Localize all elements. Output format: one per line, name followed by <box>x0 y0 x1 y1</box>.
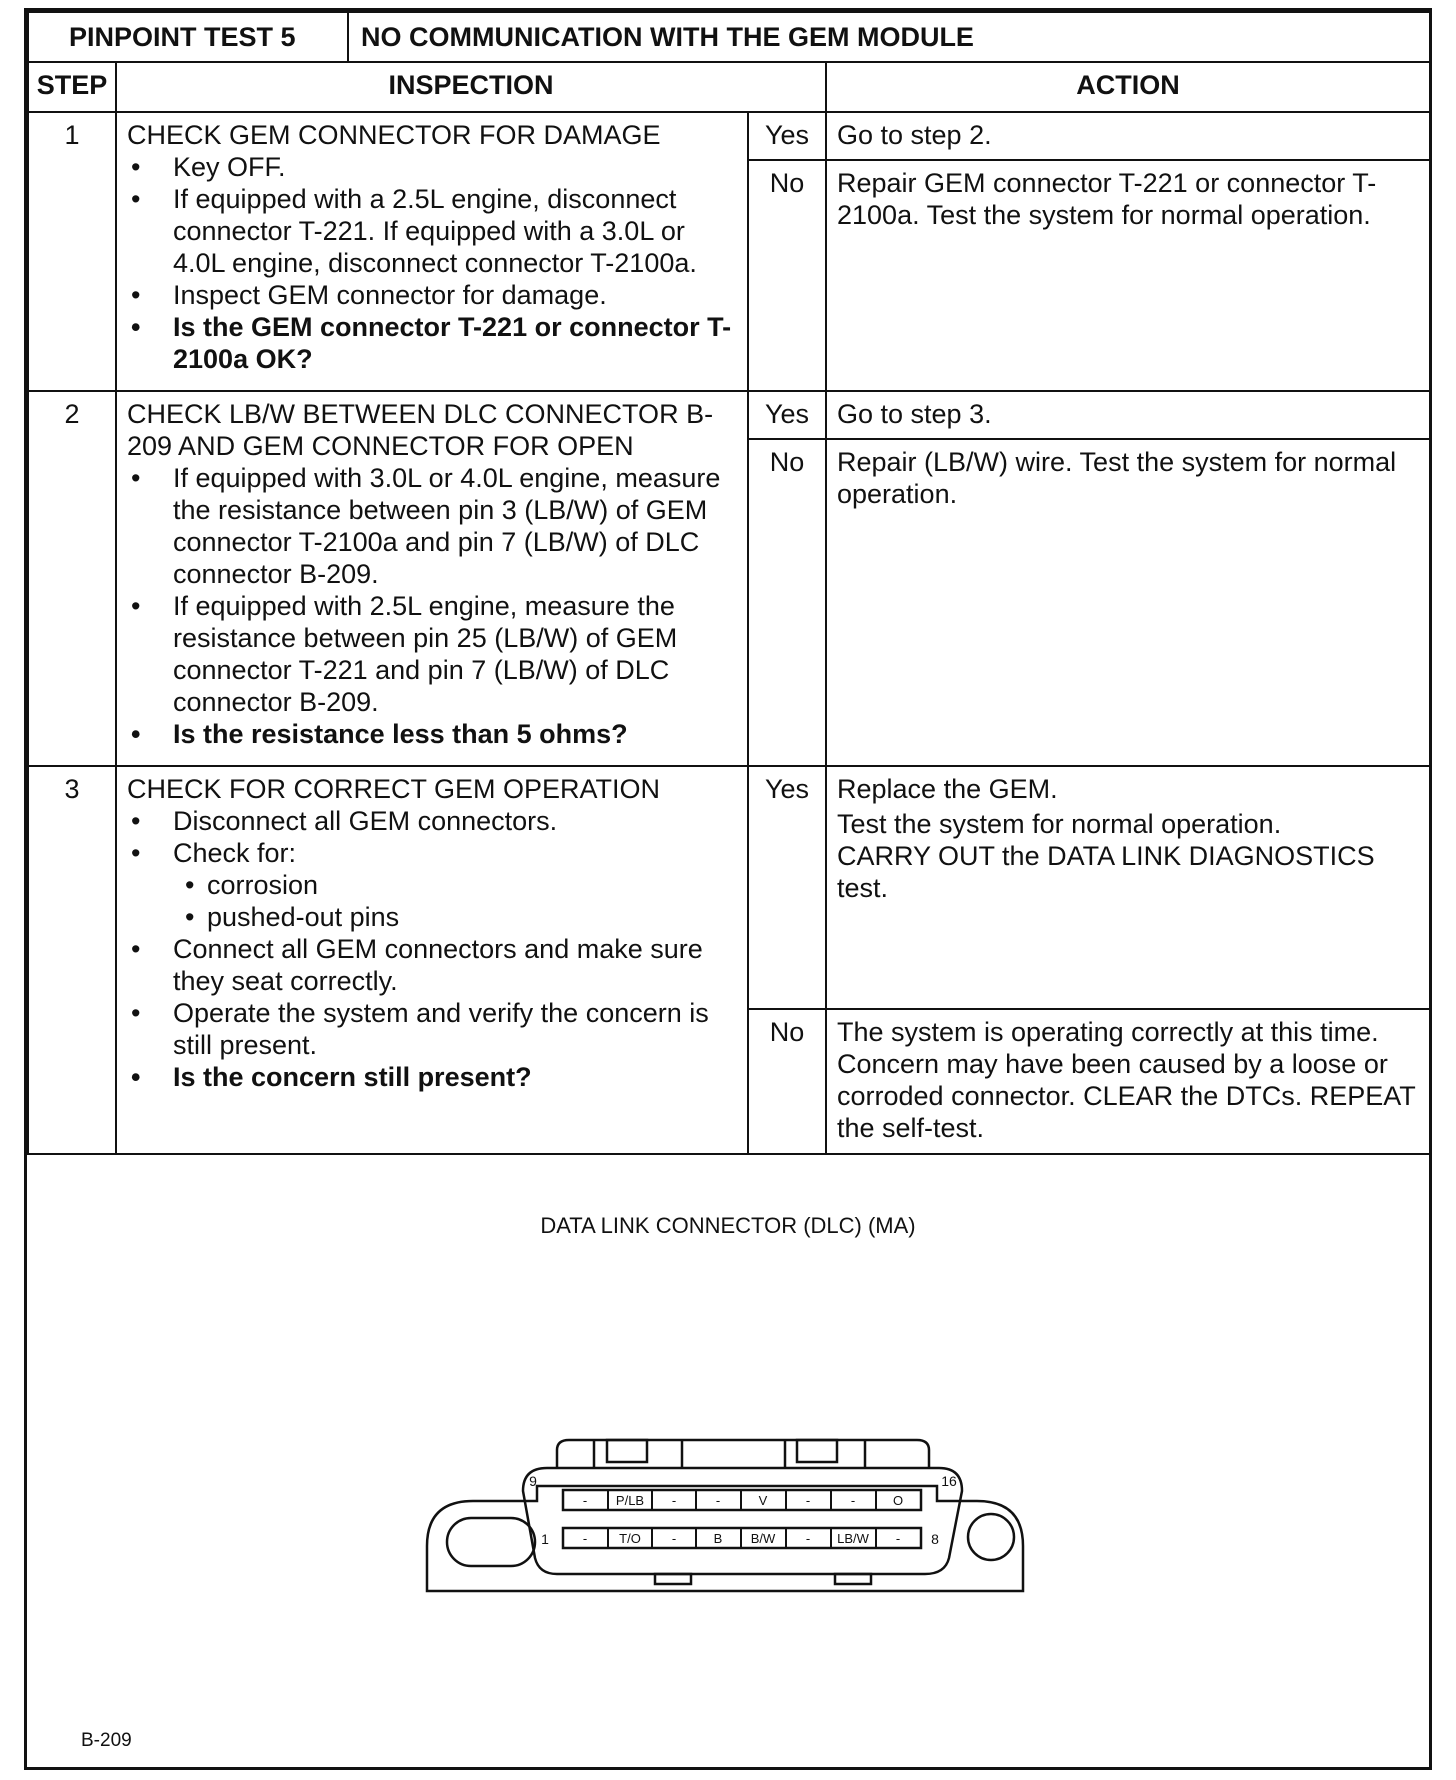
step-number: 2 <box>28 391 116 766</box>
column-header-step: STEP <box>28 62 116 112</box>
no-label: No <box>748 1009 826 1154</box>
dlc-connector-drawing <box>27 1156 1429 1767</box>
bottom-pin-label: - <box>582 1531 588 1546</box>
column-header-action: ACTION <box>826 62 1430 112</box>
pin-number-9: 9 <box>529 1473 537 1489</box>
inspection-cell <box>116 766 748 1154</box>
inspection-bullet: • Disconnect all GEM connectors. <box>173 805 737 837</box>
bottom-pin-label: - <box>671 1531 677 1546</box>
step-title: CHECK LB/W BETWEEN DLC CONNECTOR B-209 AND GEM CONNECTOR FOR OPEN <box>127 399 714 461</box>
no-action: The system is operating correctly at this time. Concern may have been caused by a loose or corroded connector. CLEAR the DTCs. REPEAT the self-test. <box>826 1009 1430 1154</box>
yes-action-line: Replace the GEM. <box>837 774 1058 804</box>
left-mounting-slot <box>447 1518 535 1566</box>
bottom-pin-label: T/O <box>619 1531 641 1546</box>
pin-number-8: 8 <box>931 1531 939 1547</box>
no-label: No <box>748 439 826 766</box>
yes-action-line: Test the system for normal operation. <box>837 809 1282 839</box>
step-row-3 <box>28 766 1430 1009</box>
top-pin-label: - <box>850 1493 856 1508</box>
yes-action: Go to step 3. <box>826 391 1430 439</box>
top-pin-label: - <box>582 1493 588 1508</box>
yes-action: Go to step 2. <box>826 112 1430 160</box>
no-action: Repair GEM connector T-221 or connector T-2100a. Test the system for normal operation. <box>826 160 1430 391</box>
inspection-bullet-text: Check for: <box>173 838 297 868</box>
yes-label: Yes <box>748 391 826 439</box>
connector-label: B-209 <box>81 1730 132 1751</box>
top-pin-label: O <box>892 1493 904 1508</box>
inspection-bullet: • Connect all GEM connectors and make sure they seat correctly. <box>173 933 737 997</box>
top-pin-label: - <box>715 1493 721 1508</box>
bottom-key <box>655 1574 691 1584</box>
inspection-cell <box>116 112 748 391</box>
dlc-diagram-section <box>27 1156 1429 1767</box>
inspection-bullet: • Operate the system and verify the concern is still present. <box>173 997 737 1061</box>
pinpoint-test-table <box>27 11 1431 1155</box>
connector-body <box>523 1468 962 1574</box>
bottom-pin-label: - <box>805 1531 811 1546</box>
test-label: PINPOINT TEST 5 <box>29 13 349 61</box>
inspection-question: • Is the GEM connector T-221 or connector T-2100a OK? <box>173 311 737 375</box>
bottom-pin-label: - <box>895 1531 901 1546</box>
top-pin-label: - <box>671 1493 677 1508</box>
step-row-1 <box>28 112 1430 160</box>
yes-label: Yes <box>748 112 826 160</box>
step-number: 1 <box>28 112 116 391</box>
yes-label: Yes <box>748 766 826 1009</box>
bottom-key <box>835 1574 871 1584</box>
yes-action <box>826 766 1430 1009</box>
top-pin-label: V <box>758 1493 768 1508</box>
inspection-cell <box>116 391 748 766</box>
latch-tab <box>797 1440 837 1462</box>
no-label: No <box>748 160 826 391</box>
inspection-bullet <box>173 837 737 933</box>
sub-bullet: • corrosion <box>207 869 737 901</box>
connector-hood <box>557 1440 929 1468</box>
inspection-bullet: • If equipped with a 2.5L engine, disconnect connector T-221. If equipped with a 3.0L or 4.0L engine, disconnect connector T-2100a. <box>173 183 737 279</box>
sub-bullet: • pushed-out pins <box>207 901 737 933</box>
inspection-question: • Is the resistance less than 5 ohms? <box>173 718 737 750</box>
no-action: Repair (LB/W) wire. Test the system for normal operation. <box>826 439 1430 766</box>
inspection-bullet: • If equipped with 2.5L engine, measure the resistance between pin 25 (LB/W) of GEM connector T-221 and pin 7 (LB/W) of DLC connector B-209. <box>173 590 737 718</box>
diagram-title: DATA LINK CONNECTOR (DLC) (MA) <box>540 1213 916 1238</box>
pin-number-1: 1 <box>541 1531 549 1547</box>
inspection-bullet: • Inspect GEM connector for damage. <box>173 279 737 311</box>
latch-tab <box>607 1440 647 1462</box>
pinpoint-test-sheet <box>24 8 1432 1770</box>
bottom-pin-label: LB/W <box>837 1531 869 1546</box>
pin-number-16: 16 <box>941 1473 957 1489</box>
step-title: CHECK GEM CONNECTOR FOR DAMAGE <box>127 120 661 150</box>
inspection-bullet: • Key OFF. <box>173 151 737 183</box>
yes-action-line: CARRY OUT the DATA LINK DIAGNOSTICS test. <box>837 841 1375 903</box>
bottom-pin-label: B/W <box>750 1531 776 1546</box>
bottom-pin-label: B <box>713 1531 723 1546</box>
top-pin-label: - <box>805 1493 811 1508</box>
top-pin-label: P/LB <box>615 1493 645 1508</box>
step-row-2 <box>28 391 1430 439</box>
test-title: NO COMMUNICATION WITH THE GEM MODULE <box>361 22 974 52</box>
inspection-bullet: • If equipped with 3.0L or 4.0L engine, measure the resistance between pin 3 (LB/W) of GEM connector T-2100a and pin 7 (LB/W) of DLC connector B-209. <box>173 462 737 590</box>
step-number: 3 <box>28 766 116 1154</box>
step-title: CHECK FOR CORRECT GEM OPERATION <box>127 774 661 804</box>
inspection-question: • Is the concern still present? <box>173 1061 737 1093</box>
column-header-inspection: INSPECTION <box>116 62 826 112</box>
right-mounting-hole <box>968 1514 1014 1560</box>
